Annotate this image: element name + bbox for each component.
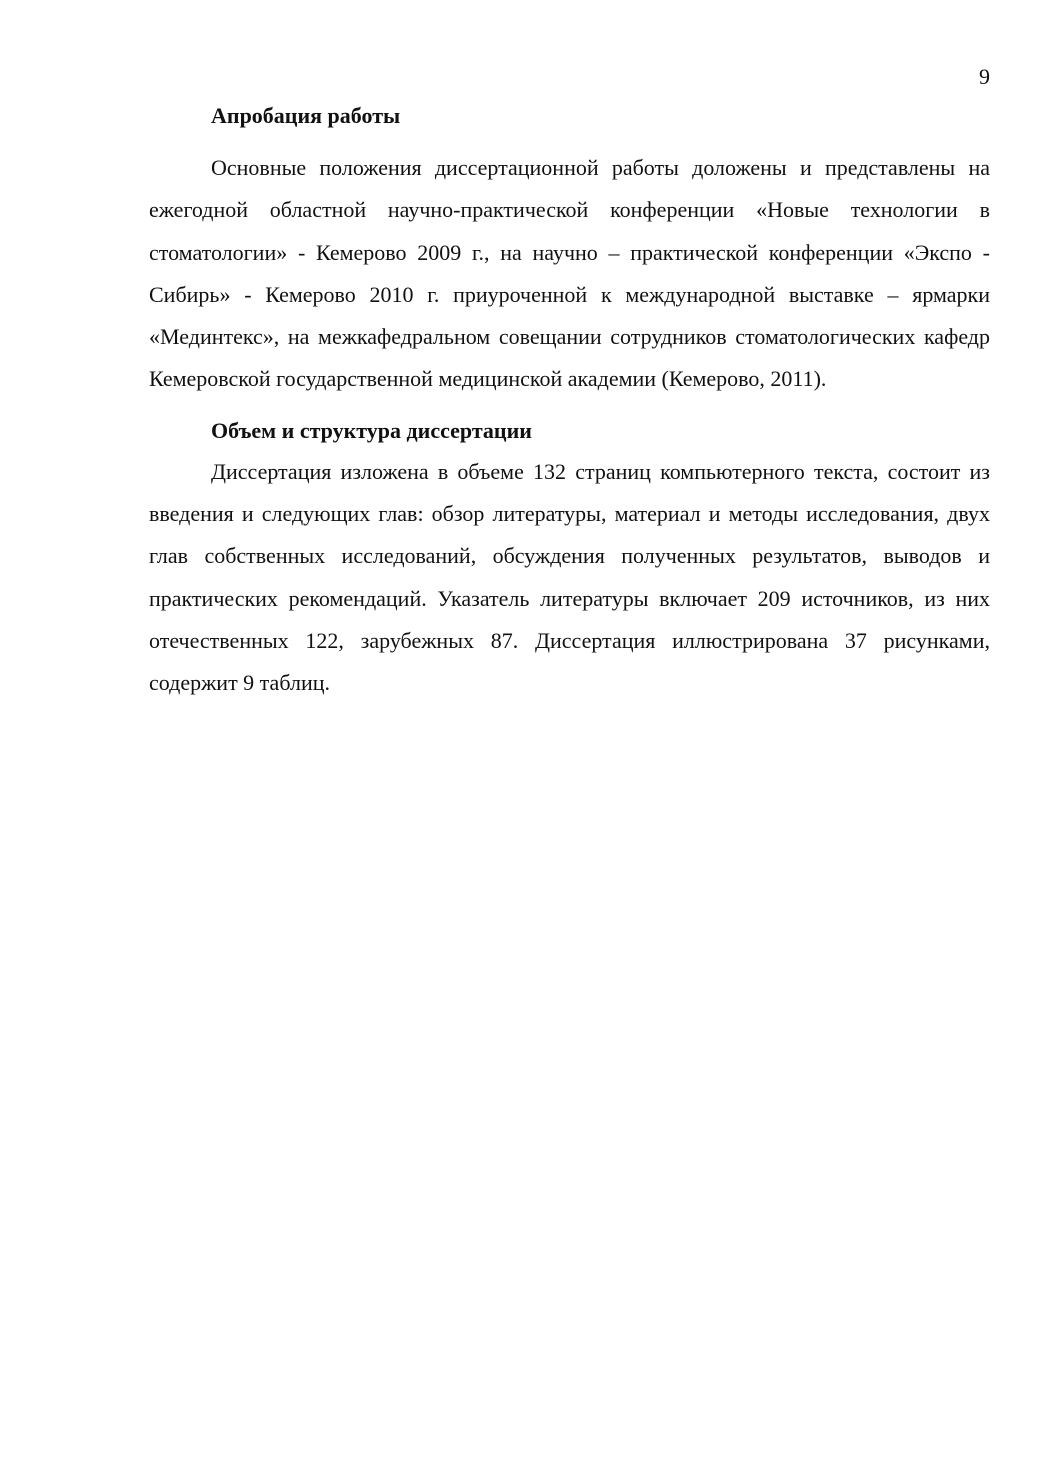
section-heading-approbation: Апробация работы: [211, 103, 401, 128]
page-content: [149, 96, 990, 705]
section-paragraph-structure: Диссертация изложена в объеме 132 страниц компьютерного текста, состоит из введения и следующих глав: обзор литературы, материал и методы исследования, двух глав собственных исследований, обсуждения полученных результатов, выводов и практических рекомендаций. Указатель литературы включает 209 источников, из них отечественных 122, зарубежных 87. Диссертация иллюстрирована 37 рисунками, содержит 9 таблиц.: [149, 458, 990, 696]
section-heading-structure: Объем и структура диссертации: [211, 417, 532, 443]
section-paragraph-approbation: Основные положения диссертационной работы доложены и представлены на ежегодной областной научно-практической конференции «Новые технологии в стоматологии» - Кемерово 2009 г., на научно – практической конференции «Экспо - Сибирь» - Кемерово 2010 г. приуроченной к международной выставке – ярмарки «Мединтекс», на межкафедральном совещании сотрудников стоматологических кафедр Кемеровской государственной медицинской академии (Кемерово, 2011).: [149, 155, 990, 392]
page-number: 9: [979, 64, 990, 89]
